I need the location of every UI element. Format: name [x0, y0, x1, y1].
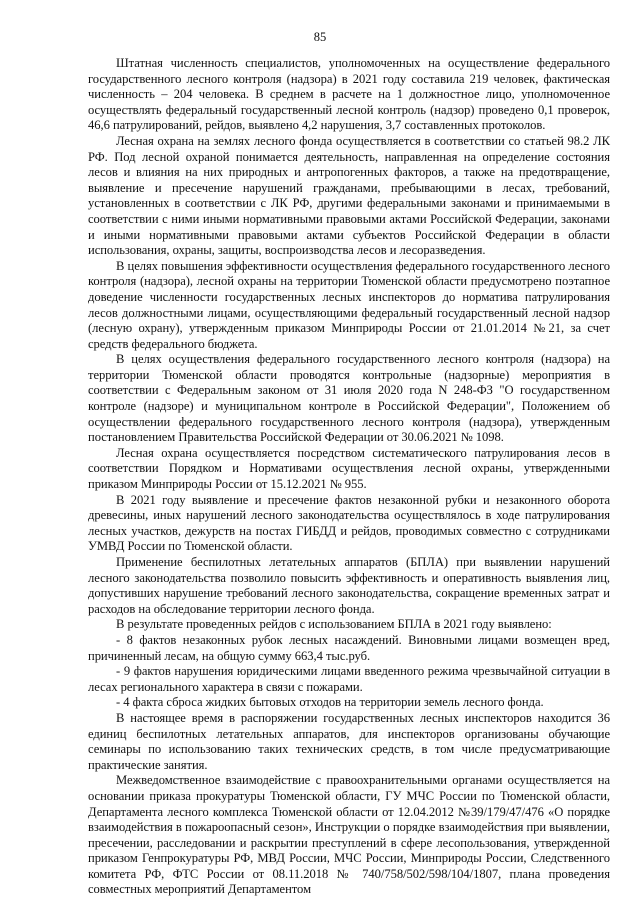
list-item-logging: - 8 фактов незаконных рубок лесных насаждений. Виновными лицами возмещен вред, причиненный лесам, на общую сумму 663,4 тыс.руб.	[88, 632, 610, 663]
page-number: 85	[313, 30, 327, 44]
list-item-emergency: - 9 фактов нарушения юридическими лицами введенного режима чрезвычайной ситуации в лесах регионального характера в связи с пожарами.	[88, 664, 610, 694]
paragraph-drones: Применение беспилотных летательных аппаратов (БПЛА) при выявлении нарушений лесного законодательства позволило повысить эффективность и оперативность выявления лиц, допустивших нарушение требований лесного законодательства, сокращение временных затрат и расходов на обследование территории лесного фонда.	[88, 555, 610, 616]
paragraph-patrolling: Лесная охрана осуществляется посредством систематического патрулирования лесов в соответствии Порядком и Нормативами осуществления лесной охраны, утвержденными приказом Минприроды России от 15.12.2021 № 955.	[88, 445, 610, 492]
paragraph-forest-guard: Лесная охрана на землях лесного фонда осуществляется в соответствии со статьей 98.2 ЛК РФ. Под лесной охраной понимается деятельность, направленная на определение состояния лесов и влияния на них природных и антропогенных факторов, а также на предотвращение, выявление и пресечение нарушений гражданами, пребывающими в лесах, требований, установленных в соответствии с ЛК РФ, другими федеральными законами и принимаемыми в соответствии с ними иными нормативными правовыми актами Российской Федерации, законами и иными нормативными правовыми актами субъектов Российской Федерации в области использования, охраны, защиты, воспроизводства лесов и лесоразведения.	[88, 133, 610, 258]
paragraph-efficiency: В целях повышения эффективности осуществления федерального государственного лесного контроля (надзора), лесной охраны на территории Тюменской области предусмотрено поэтапное доведение численности государственных лесных инспекторов до норматива патрулирования лесов должностными лицами, осуществляющими федеральный государственный лесной надзор (лесную охрану), утвержденным приказом Минприроды России от 21.01.2014 №21, за счет средств федерального бюджета.	[88, 258, 610, 351]
paragraph-control-measures: В целях осуществления федерального государственного лесного контроля (надзора) на территории Тюменской области проводятся контрольные (надзорные) мероприятия в соответствии с Федеральным законом от 31 июля 2020 года N 248-ФЗ "О государственном контроле (надзоре) и муниципальном контроле в Российской Федерации", Положением об осуществлении федерального государственного лесного контроля (надзора), утвержденным постановлением Правительства Российской Федерации от 30.06.2021 № 1098.	[88, 352, 610, 445]
paragraph-illegal-logging: В 2021 году выявление и пресечение фактов незаконной рубки и незаконного оборота древесины, иных нарушений лесного законодательства осуществлялось в ходе патрулирования лесных участков, дежурств на постах ГИБДД и рейдов, проводимых совместно с сотрудниками УМВД России по Тюменской области.	[88, 492, 610, 554]
list-item-waste: - 4 факта сброса жидких бытовых отходов на территории земель лесного фонда.	[116, 695, 544, 710]
paragraph-interagency: Межведомственное взаимодействие с правоохранительными органами осуществляется на основании приказа прокуратуры Тюменской области, ГУ МЧС России по Тюменской области, Департамента лесного комплекса Тюменской области от 12.04.2012 №39/179/47/476 «О порядке взаимодействия в пожароопасный сезон», Инструкции о порядке взаимодействия при выявлении, пресечении, расследовании и раскрытии преступлений в сфере лесопользования, утвержденной приказом Генпрокуратуры РФ, МВД России, МЧС России, Минприроды России, Следственного комитета РФ, ФТС России от 08.11.2018 № 740/758/502/598/104/1807, плана проведения совместных мероприятий Департаментом	[88, 773, 610, 897]
paragraph-drone-count: В настоящее время в распоряжении государственных лесных инспекторов находится 36 единиц беспилотных летательных аппаратов, для инспекторов организованы обучающие семинары по использованию таких технических средств, в том числе предусматривающие практические занятия.	[88, 710, 610, 772]
paragraph-staffing: Штатная численность специалистов, уполномоченных на осуществление федерального государственного лесного контроля (надзора) в 2021 году составила 219 человек, фактическая численность – 204 человека. В среднем в расчете на 1 должностное лицо, уполномоченное осуществлять федеральный государственный лесной контроль (надзор) проведено 0,1 проверок, 46,6 патрулирований, рейдов, выявлено 4,2 нарушения, 3,7 составленных протоколов.	[88, 56, 610, 133]
paragraph-raid-results: В результате проведенных рейдов с использованием БПЛА в 2021 году выявлено:	[116, 617, 552, 632]
body-text	[88, 56, 610, 898]
